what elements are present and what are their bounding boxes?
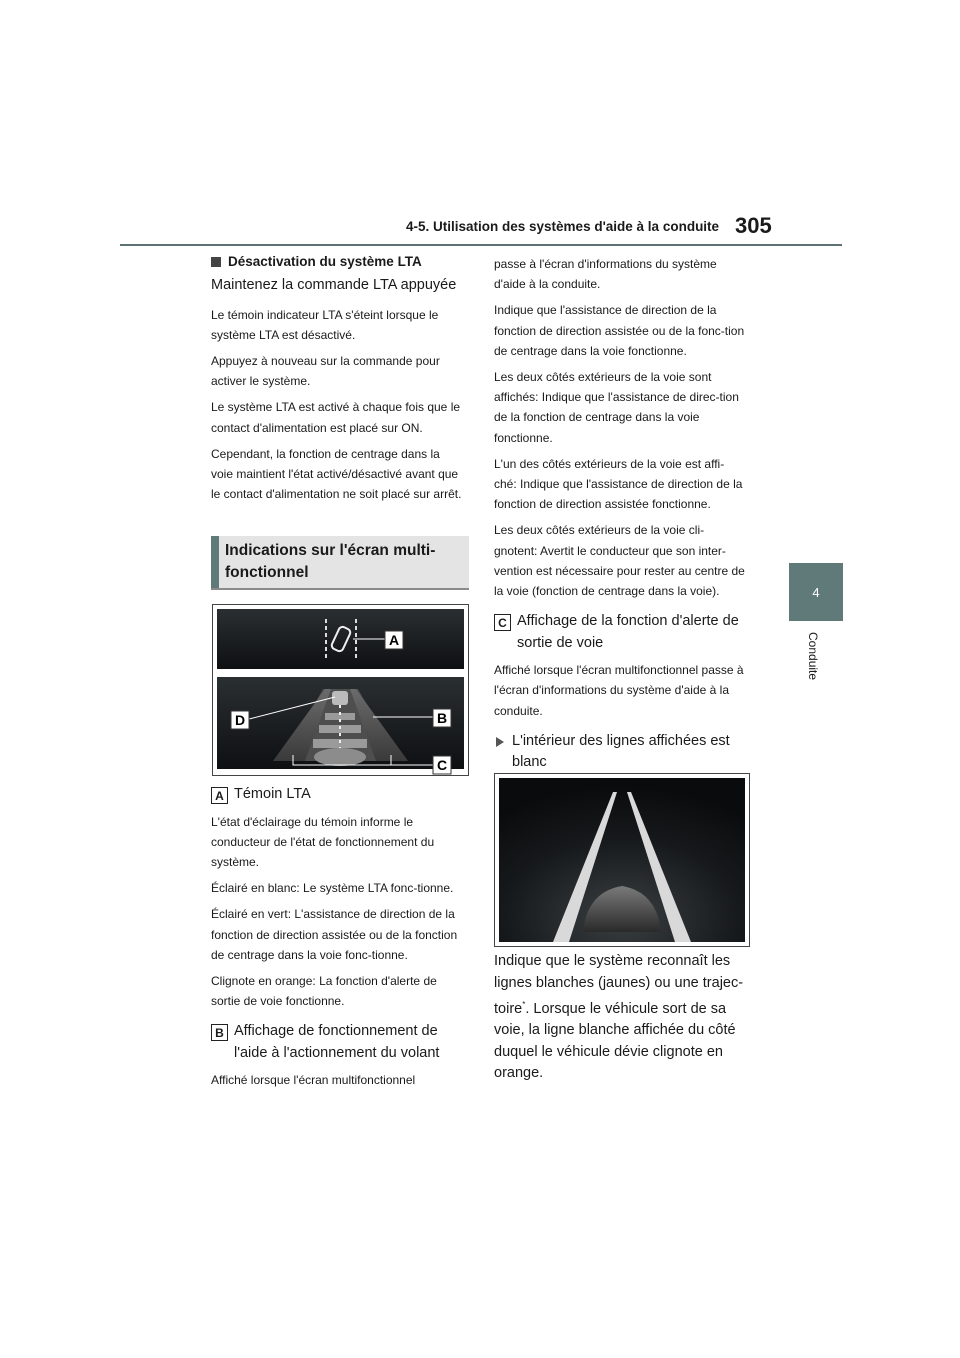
- header-rule: [120, 244, 842, 246]
- section-title-box: [211, 536, 469, 590]
- chapter-label: Conduite: [806, 632, 820, 681]
- item-a: [211, 784, 463, 806]
- paragraph: Les deux côtés extérieurs de la voie sont affichés: Indique que l'assistance de direc-tion de la fonction de centrage dans la voie fonctionne.: [494, 370, 739, 445]
- footnote-marker: *: [522, 1000, 526, 1009]
- lane-lines-illustration: [495, 774, 749, 946]
- section-title: Indications sur l'écran multi-fonctionnel: [225, 542, 436, 581]
- square-bullet-icon: [211, 257, 221, 267]
- paragraph: Éclairé en vert: L'assistance de direction de la fonction de direction assistée ou de la fonction de centrage dans la voie fonc-tionne.: [211, 907, 458, 962]
- right-column: [494, 254, 746, 780]
- paragraph: Appuyez à nouveau sur la commande pour activer le système.: [211, 353, 440, 389]
- item-c: [494, 611, 746, 654]
- item-a-label: Témoin LTA: [234, 786, 311, 802]
- item-b-label: Affichage de fonctionnement de l'aide à l'actionnement du volant: [234, 1023, 440, 1061]
- badge-a: A: [211, 787, 228, 804]
- paragraph: passe à l'écran d'informations du système d'aide à la conduite.: [494, 257, 717, 292]
- callout-c: C: [436, 757, 448, 773]
- multi-display-illustration: [213, 605, 468, 775]
- instruction-text: Maintenez la commande LTA appuyée: [211, 277, 457, 293]
- item-b: [211, 1021, 463, 1064]
- badge-b: B: [211, 1024, 228, 1041]
- item-c-label: Affichage de la fonction d'alerte de sortie de voie: [517, 613, 739, 651]
- section-accent-bar: [211, 536, 219, 588]
- paragraph: Le témoin indicateur LTA s'éteint lorsque le système LTA est désactivé.: [211, 307, 439, 342]
- paragraph: L'état d'éclairage du témoin informe le conducteur de l'état de fonctionnement du système.: [211, 814, 435, 869]
- paragraph: Affiché lorsque l'écran multifonctionnel passe à l'écran d'informations du système d'aide à la conduite.: [494, 663, 744, 718]
- bullet-label: L'intérieur des lignes affichées est blanc: [512, 732, 730, 771]
- paragraph: L'un des côtés extérieurs de la voie est affi-ché: Indique que l'assistance de direction de la fonction de direction assistée fonctionne.: [494, 456, 743, 512]
- page-number: 305: [735, 213, 772, 238]
- chapter-number: 4: [812, 584, 820, 600]
- paragraph: Affiché lorsque l'écran multifonctionnel: [211, 1073, 416, 1088]
- badge-c: C: [494, 614, 511, 631]
- chapter-tab[interactable]: [789, 563, 843, 621]
- multi-display-figure: [212, 604, 469, 776]
- lane-lines-figure: [494, 773, 750, 947]
- final-text-b: . Lorsque le véhicule sort de sa voie, la ligne blanche affichée du côté duquel le véhicule dévie clignote en orange.: [494, 1000, 736, 1082]
- callout-d: D: [234, 712, 246, 728]
- callout-b: B: [436, 710, 448, 726]
- paragraph: Clignote en orange: La fonction d'alerte de sortie de voie fonctionne.: [211, 973, 437, 1009]
- running-header-title: 4-5. Utilisation des systèmes d'aide à la conduite: [406, 219, 720, 234]
- paragraph: Le système LTA est activé à chaque fois que le contact d'alimentation est placé sur ON.: [211, 400, 461, 435]
- paragraph: Indique que l'assistance de direction de la fonction de direction assistée ou de la fonc-tion de centrage dans la voie fonctionne.: [494, 303, 745, 358]
- subsection-heading: Désactivation du système LTA: [211, 254, 463, 269]
- left-column-items: [211, 784, 463, 1097]
- bullet-item: [494, 731, 746, 774]
- left-column-top: [211, 254, 463, 510]
- final-text-a: Indique que le système reconnaît les lignes blanches (jaunes) ou une trajec-toire: [494, 953, 744, 1017]
- callout-a: A: [388, 632, 400, 648]
- paragraph: Éclairé en blanc: Le système LTA fonc-tionne.: [211, 881, 454, 896]
- triangle-bullet-icon: [496, 737, 504, 747]
- final-paragraph: [494, 951, 746, 1093]
- paragraph: Les deux côtés extérieurs de la voie cli-gnotent: Avertit le conducteur que son inter-vention est nécessaire pour rester au centre de la voie (fonction de centrage dans la voie).: [494, 523, 745, 599]
- paragraph: Cependant, la fonction de centrage dans la voie maintient l'état activé/désactivé avant que le contact d'alimentation ne soit placé sur arrêt.: [211, 446, 462, 502]
